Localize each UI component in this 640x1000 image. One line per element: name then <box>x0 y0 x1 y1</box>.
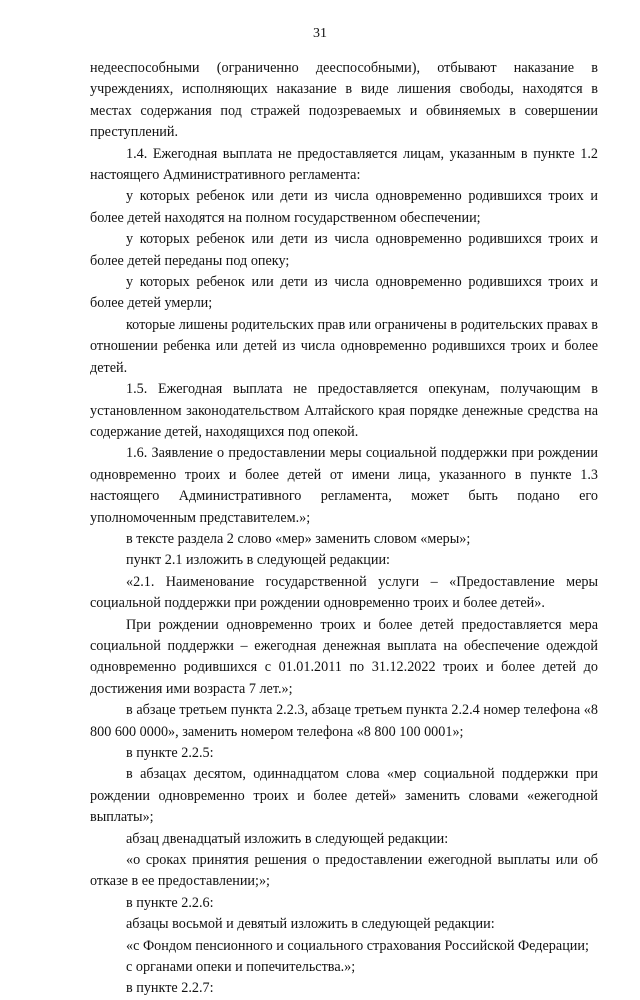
page-number: 31 <box>313 26 327 41</box>
paragraph: в пункте 2.2.5: <box>126 745 214 761</box>
document-body <box>90 58 598 1000</box>
paragraph: «с Фондом пенсионного и социального страхования Российской Федерации; <box>126 937 589 954</box>
paragraph: абзацы восьмой и девятый изложить в следующей редакции: <box>126 916 495 933</box>
paragraph: 1.5. Ежегодная выплата не предоставляется опекунам, получающим в установленном законодательством Алтайского края порядке денежные средства на содержание детей, находящихся под опекой. <box>90 381 598 440</box>
paragraph: При рождении одновременно троих и более детей предоставляется мера социальной поддержки – ежегодная денежная выплата на обеспечение одеждой одновременно родившихся с 01.01.2011 по 31.12.2022 троих и более детей до достижения ими возраста 7 лет.»; <box>90 616 598 697</box>
paragraph: 1.6. Заявление о предоставлении меры социальной поддержки при рождении одновременно троих и более детей от имени лица, указанного в пункте 1.3 настоящего Административного регламента, может быть подано его уполномоченным представителем.»; <box>90 445 598 526</box>
paragraph: у которых ребенок или дети из числа одновременно родившихся троих и более детей переданы под опеку; <box>90 231 598 269</box>
paragraph: в абзаце третьем пункта 2.2.3, абзаце третьем пункта 2.2.4 номер телефона «8 800 600 0000», заменить номером телефона «8 800 100 0001»; <box>90 702 598 740</box>
paragraph: у которых ребенок или дети из числа одновременно родившихся троих и более детей умерли; <box>90 274 598 312</box>
paragraph: «2.1. Наименование государственной услуги – «Предоставление меры социальной поддержки при рождении одновременно троих и более детей». <box>90 573 598 612</box>
paragraph: недееспособными (ограниченно дееспособными), отбывают наказание в учреждениях, исполняющих наказание в виде лишения свободы, находятся в местах содержания под стражей подозреваемых и обвиняемых в совершении преступлений. <box>90 60 598 141</box>
paragraph: с органами опеки и попечительства.»; <box>126 959 356 976</box>
paragraph: «о сроках принятия решения о предоставлении ежегодной выплаты или об отказе в ее предоставлении;»; <box>90 852 598 890</box>
paragraph: в пункте 2.2.7: <box>126 980 214 997</box>
paragraph: которые лишены родительских прав или ограничены в родительских правах в отношении ребенка или детей из числа одновременно родившихся троих и более детей. <box>90 316 598 376</box>
paragraph: у которых ребенок или дети из числа одновременно родившихся троих и более детей находятся на полном государственном обеспечении; <box>90 188 598 226</box>
paragraph: в тексте раздела 2 слово «мер» заменить словом «меры»; <box>126 530 471 547</box>
paragraph: абзац двенадцатый изложить в следующей редакции: <box>126 830 449 847</box>
paragraph: пункт 2.1 изложить в следующей редакции: <box>126 552 390 569</box>
paragraph: в абзацах десятом, одиннадцатом слова «мер социальной поддержки при рождении одновременно троих и более детей» заменить словами «ежегодной выплаты»; <box>90 766 598 826</box>
paragraph: 1.4. Ежегодная выплата не предоставляется лицам, указанным в пункте 1.2 настоящего Административного регламента: <box>90 145 598 184</box>
paragraph: в пункте 2.2.6: <box>126 894 214 911</box>
